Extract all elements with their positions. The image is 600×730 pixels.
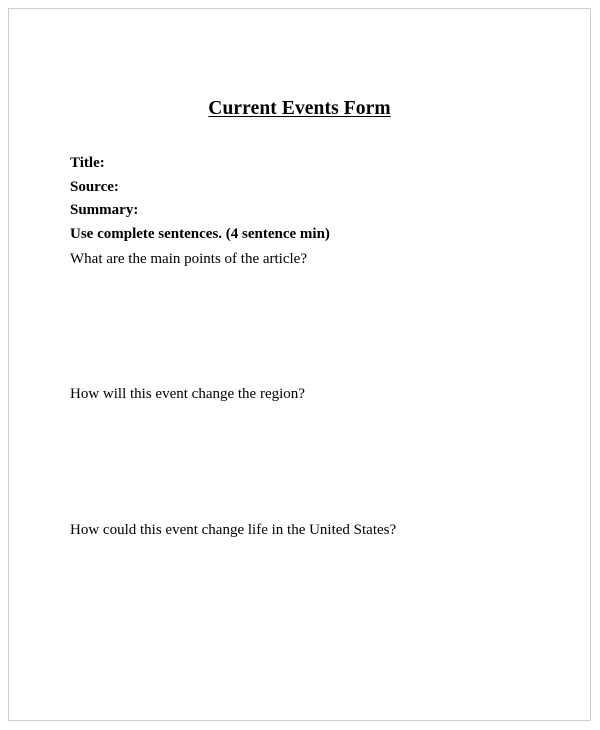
question-main-points: What are the main points of the article? (70, 251, 307, 267)
question-change-region: How will this event change the region? (70, 386, 305, 402)
page-title-text: Current Events Form (208, 98, 391, 119)
field-instruction-complete-sentences: Use complete sentences. (4 sentence min) (70, 225, 330, 242)
page-title (9, 98, 590, 120)
question-change-united-states: How could this event change life in the United States? (70, 522, 397, 538)
document-body (9, 9, 590, 720)
field-label-title: Title: (70, 155, 105, 171)
field-label-source: Source: (70, 178, 119, 195)
field-label-summary: Summary: (70, 202, 139, 218)
form-field-list (70, 152, 540, 246)
